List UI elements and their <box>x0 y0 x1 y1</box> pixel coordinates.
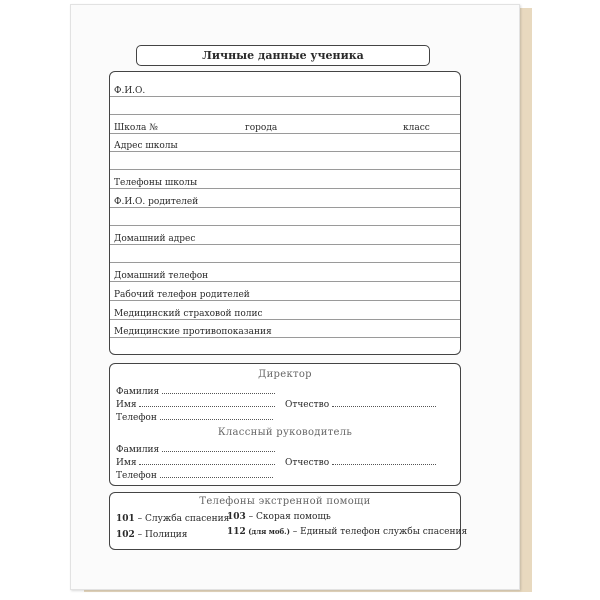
director-name-label: Имя <box>116 400 137 410</box>
emergency-number: 103 <box>227 512 246 522</box>
home-phone-line[interactable] <box>110 281 460 282</box>
school-phones-label: Телефоны школы <box>114 178 198 188</box>
school-address-label: Адрес школы <box>114 141 178 151</box>
emergency-number: 101 <box>116 514 135 524</box>
emergency-text: – Скорая помощь <box>245 512 331 522</box>
director-phone-label: Телефон <box>116 413 157 423</box>
parents-work-phone-label: Рабочий телефон родителей <box>114 290 250 300</box>
parents-fio-line[interactable] <box>110 207 460 208</box>
emergency-item <box>227 512 331 522</box>
home-address-label: Домашний адрес <box>114 234 196 244</box>
home-phone-label: Домашний телефон <box>114 271 209 281</box>
director-heading: Директор <box>258 369 312 380</box>
director-phone-field[interactable] <box>116 412 273 423</box>
emergency-number: 112 <box>227 527 246 537</box>
notebook-page <box>70 4 520 590</box>
student-data-form <box>109 71 461 355</box>
contraindications-label: Медицинские противопоказания <box>114 327 272 337</box>
emergency-phones-box <box>109 492 468 550</box>
teacher-surname-field[interactable] <box>116 444 275 455</box>
class-teacher-heading: Классный руководитель <box>217 427 353 438</box>
parents-fio-label: Ф.И.О. родителей <box>114 197 199 207</box>
school-line[interactable] <box>110 133 460 134</box>
fio-line-2[interactable] <box>110 114 460 115</box>
director-surname-field[interactable] <box>116 386 275 397</box>
contacts-box <box>109 363 461 486</box>
school-phones-line[interactable] <box>110 188 460 189</box>
emergency-text: – Полиция <box>134 530 188 540</box>
parents-fio-line-2[interactable] <box>110 225 460 226</box>
emergency-heading: Телефоны экстренной помощи <box>199 496 371 507</box>
director-patronymic-label: Отчество <box>285 400 330 410</box>
emergency-item <box>227 527 467 537</box>
director-patronymic-field[interactable] <box>285 399 436 410</box>
class-label: класс <box>403 123 430 133</box>
emergency-item <box>116 530 187 540</box>
emergency-item <box>116 514 229 524</box>
director-surname-label: Фамилия <box>116 387 160 397</box>
teacher-surname-label: Фамилия <box>116 445 160 455</box>
teacher-patronymic-label: Отчество <box>285 458 330 468</box>
parents-work-phone-line[interactable] <box>110 300 460 301</box>
emergency-text: – Единый телефон службы спасения <box>289 527 468 537</box>
home-address-line[interactable] <box>110 244 460 245</box>
teacher-name-label: Имя <box>116 458 137 468</box>
teacher-patronymic-field[interactable] <box>285 457 436 468</box>
emergency-number: 102 <box>116 530 135 540</box>
home-address-line-2[interactable] <box>110 262 460 263</box>
fio-label: Ф.И.О. <box>114 86 146 96</box>
teacher-phone-label: Телефон <box>116 471 157 481</box>
teacher-name-field[interactable] <box>116 457 275 468</box>
school-address-line-2[interactable] <box>110 169 460 170</box>
school-number-label: Школа № <box>114 123 158 133</box>
fio-line[interactable] <box>110 96 460 97</box>
director-name-field[interactable] <box>116 399 275 410</box>
teacher-phone-field[interactable] <box>116 470 273 481</box>
page-title: Личные данные ученика <box>136 45 430 66</box>
contraindications-line[interactable] <box>110 337 460 338</box>
city-label: города <box>245 123 278 133</box>
insurance-label: Медицинский страховой полис <box>114 309 263 319</box>
school-address-line[interactable] <box>110 151 460 152</box>
emergency-text: – Служба спасения <box>134 514 230 524</box>
insurance-line[interactable] <box>110 319 460 320</box>
emergency-note: (для моб.) <box>245 527 290 536</box>
